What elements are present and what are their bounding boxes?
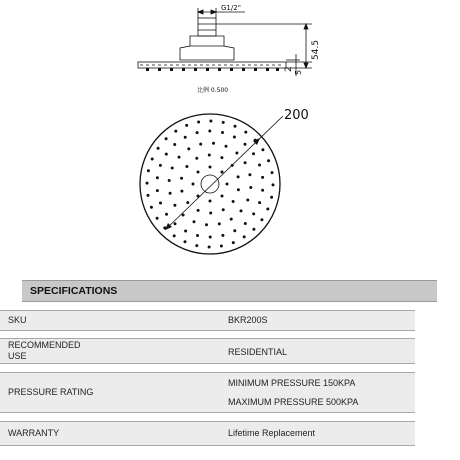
nozzle-dot [165,213,168,216]
nozzle-dot [220,156,223,159]
nozzle-dot [252,228,255,231]
nozzle-dot [151,158,154,161]
nozzle-dot [221,195,224,198]
nozzle-dot [146,182,149,185]
nozzle-dot [173,204,176,207]
nozzle-dot [246,199,249,202]
nozzle-dot [165,153,168,156]
nozzle-dot [222,208,225,211]
nozzle-dot [171,167,174,170]
nozzle-dot [222,121,225,124]
shower-head-outline [140,114,280,254]
nozzle-dot [270,196,273,199]
nozzle-dot [221,171,224,174]
nozzle-dot [197,195,200,198]
nozzle-dot [182,214,185,217]
diameter-dim-text: 200 [284,108,309,123]
warranty-value: Lifetime Replacement [228,428,316,438]
nozzle-dot [185,165,188,168]
nozzle-dot [208,154,211,157]
nozzle-dot [187,147,190,150]
nozzle-dot [244,131,247,134]
sku-value: BKR200S [228,315,268,325]
recommended-use-label-line2: USE [8,351,27,361]
nozzle-dot [266,208,269,211]
nozzle-dot [234,125,237,128]
nozzle-rings [146,120,275,249]
nozzle-dot [185,124,188,127]
nozzle-dot [267,159,270,162]
nozzle-dot [196,131,199,134]
nozzle-dot [180,190,183,193]
table-row-warranty [0,421,415,446]
nozzle-dot [195,244,198,247]
table-row-pressure-rating [0,372,415,413]
center-ring [201,175,219,193]
nozzle-dot [225,145,228,148]
nozzle-dot [252,212,255,215]
diameter-line [165,116,283,230]
nozzle-dot [199,143,202,146]
nozzle-dot [193,220,196,223]
nozzle-dot [244,161,247,164]
nozzle-dot [221,234,224,237]
nozzle-dot [205,223,208,226]
nozzle-dot [260,218,263,221]
nozzle-dot [261,148,264,151]
nozzle-dot [156,217,159,220]
nozzle-dot [248,173,251,176]
nozzle-dot [221,131,224,134]
maximum-pressure-value: MAXIMUM PRESSURE 500KPA [228,397,359,407]
nozzle-dot [184,230,187,233]
nozzle-dot [233,229,236,232]
nozzle-dot [209,166,212,169]
nozzle-dot [240,209,243,212]
nozzle-dot [209,200,212,203]
thickness-dim-text: 2 [284,66,294,72]
table-row-sku [0,310,415,331]
nozzle-dot [212,142,215,145]
pressure-rating-label: PRESSURE RATING [8,387,94,397]
nozzle-dot [261,176,264,179]
nozzle-dot [163,226,166,229]
nozzle-dot [192,183,195,186]
plan-view [140,114,283,254]
nozzle-dot [232,200,235,203]
nozzle-dot [197,209,200,212]
nozzle-dot [232,241,235,244]
nozzle-dot [197,121,200,124]
nozzle-dot [237,175,240,178]
nozzle-dot [218,222,221,225]
nozzle-dot [186,201,189,204]
nozzle-dot [184,240,187,243]
nozzle-dot [252,152,255,155]
nozzle-dot [220,245,223,248]
nozzle-dot [230,218,233,221]
nozzle-dot [156,189,159,192]
nozzle-dot [159,164,162,167]
thread-dim-text: G1/2" [221,4,241,12]
nozzle-dot [258,201,261,204]
nozzle-dot [258,164,261,167]
sku-label: SKU [8,315,27,325]
nozzle-dot [165,137,168,140]
nozzle-dot [261,189,264,192]
nozzle-dot [231,164,234,167]
nozzle-dot [147,169,150,172]
ball-joint [180,36,234,60]
nozzle-dot [209,236,212,239]
nozzle-dot [173,143,176,146]
nozzle-dot [243,235,246,238]
nozzle-dot [237,188,240,191]
nozzle-dot [195,157,198,160]
nozzle-dot [244,143,247,146]
nozzle-dot [157,147,160,150]
nozzle-dot [147,194,150,197]
minimum-pressure-value: MINIMUM PRESSURE 150KPA [228,378,356,388]
nozzle-dot [156,176,159,179]
nozzle-dot [254,139,257,142]
nozzle-dot [180,177,183,180]
warranty-label: WARRANTY [8,428,60,438]
nozzle-dot [208,246,211,249]
nozzle-dot [249,186,252,189]
nozzle-dot [196,234,199,237]
nozzle-dot [272,183,275,186]
nozzle-dot [174,130,177,133]
recommended-use-label-line1: RECOMMENDED [8,340,81,350]
nozzle-dot [169,192,172,195]
pipe-connector [198,18,216,36]
nozzle-dot [173,234,176,237]
height-dim-text: 54.5 [311,39,321,60]
side-view [138,8,312,76]
nozzle-dot [178,156,181,159]
nozzle-dot [226,183,229,186]
specifications-header: SPECIFICATIONS [22,280,437,302]
nozzle-dot [209,120,212,123]
nozzle-dot [168,179,171,182]
nozzle-dot [244,222,247,225]
nozzle-dot [174,222,177,225]
inner-dim-text: 5 [294,69,303,75]
table-row-recommended-use [0,338,415,364]
nozzle-dot [208,130,211,133]
nozzle-dot [209,212,212,215]
scale-note: 比例 0.500 [197,87,229,94]
side-nozzles [146,68,279,71]
nozzle-dot [235,152,238,155]
nozzle-dot [184,136,187,139]
nozzle-dot [159,202,162,205]
nozzle-dot [271,171,274,174]
specifications-table [22,280,437,302]
nozzle-dot [233,136,236,139]
recommended-use-value: RESIDENTIAL [228,347,288,357]
nozzle-dot [197,171,200,174]
nozzle-dot [150,206,153,209]
